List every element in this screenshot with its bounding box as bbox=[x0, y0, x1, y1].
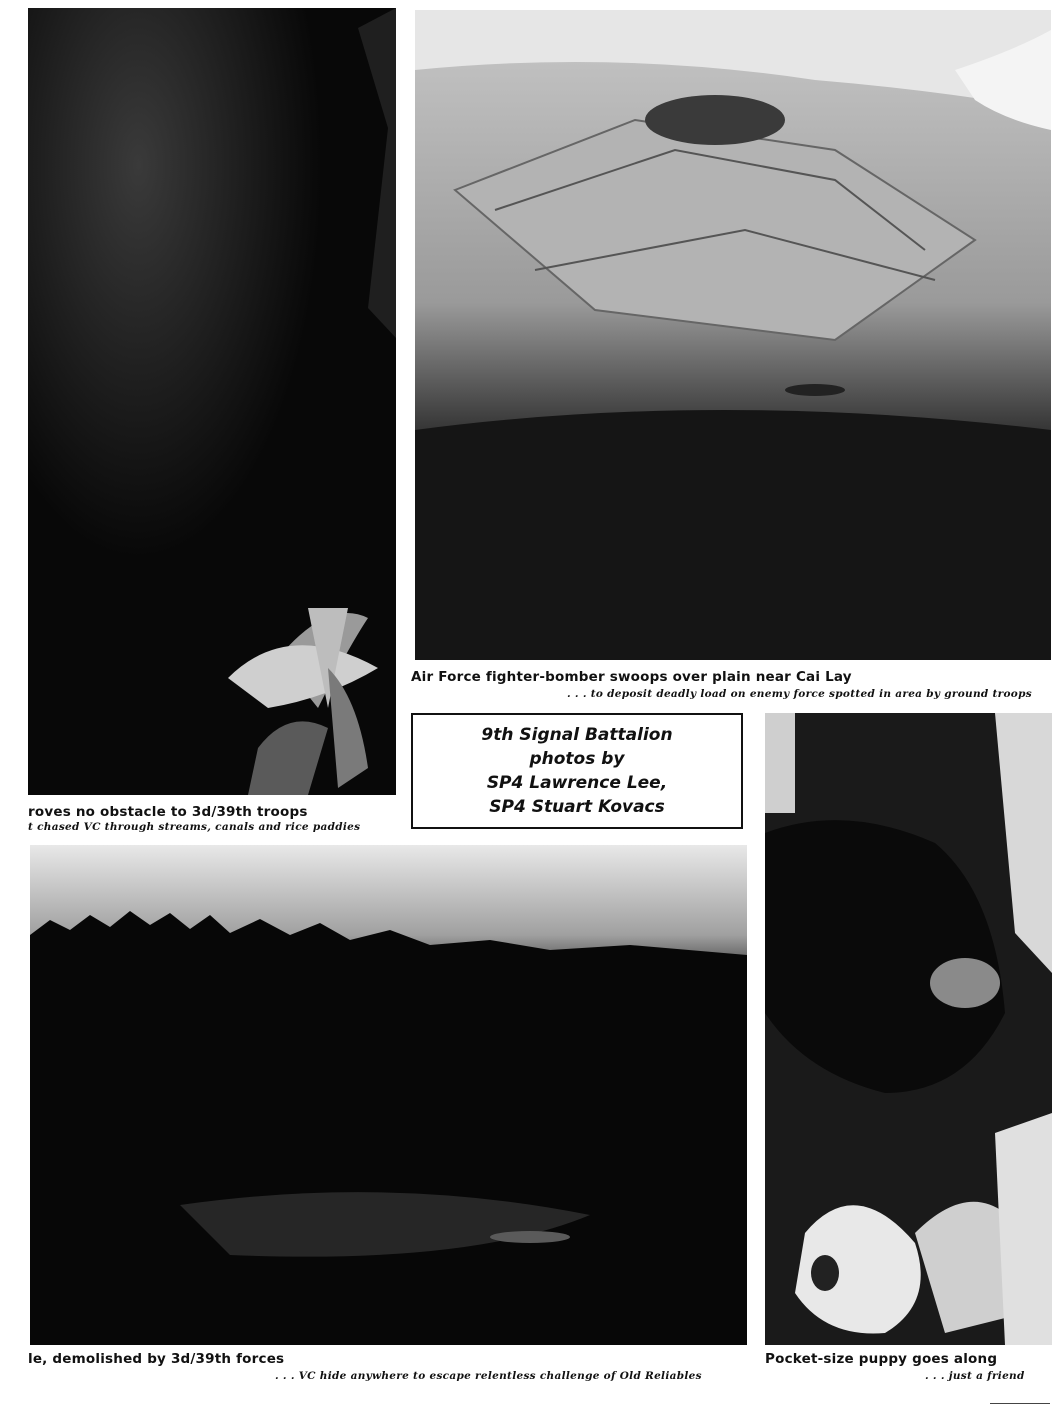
fighter-bomber-photo bbox=[415, 10, 1051, 660]
credit-line-photographer-2: SP4 Stuart Kovacs bbox=[489, 797, 665, 817]
mangrove-caption-subtitle: t chased VC through streams, canals and rice paddies bbox=[28, 821, 361, 833]
puppy-caption-title: Pocket-size puppy goes along bbox=[765, 1351, 998, 1367]
photo-credit-box bbox=[411, 713, 743, 829]
bomber-caption-subtitle: . . . to deposit deadly load on enemy force spotted in area by ground troops bbox=[567, 688, 1032, 700]
mangrove-caption-title: roves no obstacle to 3d/39th troops bbox=[28, 804, 308, 820]
mangrove-photo-image bbox=[28, 8, 396, 795]
fighter-bomber-photo-image bbox=[415, 10, 1051, 660]
bomber-caption-title: Air Force fighter-bomber swoops over plain near Cai Lay bbox=[411, 669, 852, 685]
credit-line-photographer-1: SP4 Lawrence Lee, bbox=[486, 773, 668, 793]
mangrove-photo bbox=[28, 8, 396, 795]
credit-line-photos-by: photos by bbox=[529, 749, 625, 769]
page-corner-rule bbox=[990, 1387, 1050, 1404]
canal-photo bbox=[30, 845, 747, 1345]
puppy-photo bbox=[765, 713, 1052, 1345]
canal-caption-title: le, demolished by 3d/39th forces bbox=[28, 1351, 285, 1367]
canal-photo-image bbox=[30, 845, 747, 1345]
puppy-caption-subtitle: . . . just a friend bbox=[925, 1370, 1025, 1382]
puppy-photo-image bbox=[765, 713, 1052, 1345]
credit-line-unit: 9th Signal Battalion bbox=[481, 725, 673, 745]
canal-caption-subtitle: . . . VC hide anywhere to escape relentless challenge of Old Reliables bbox=[275, 1370, 702, 1382]
